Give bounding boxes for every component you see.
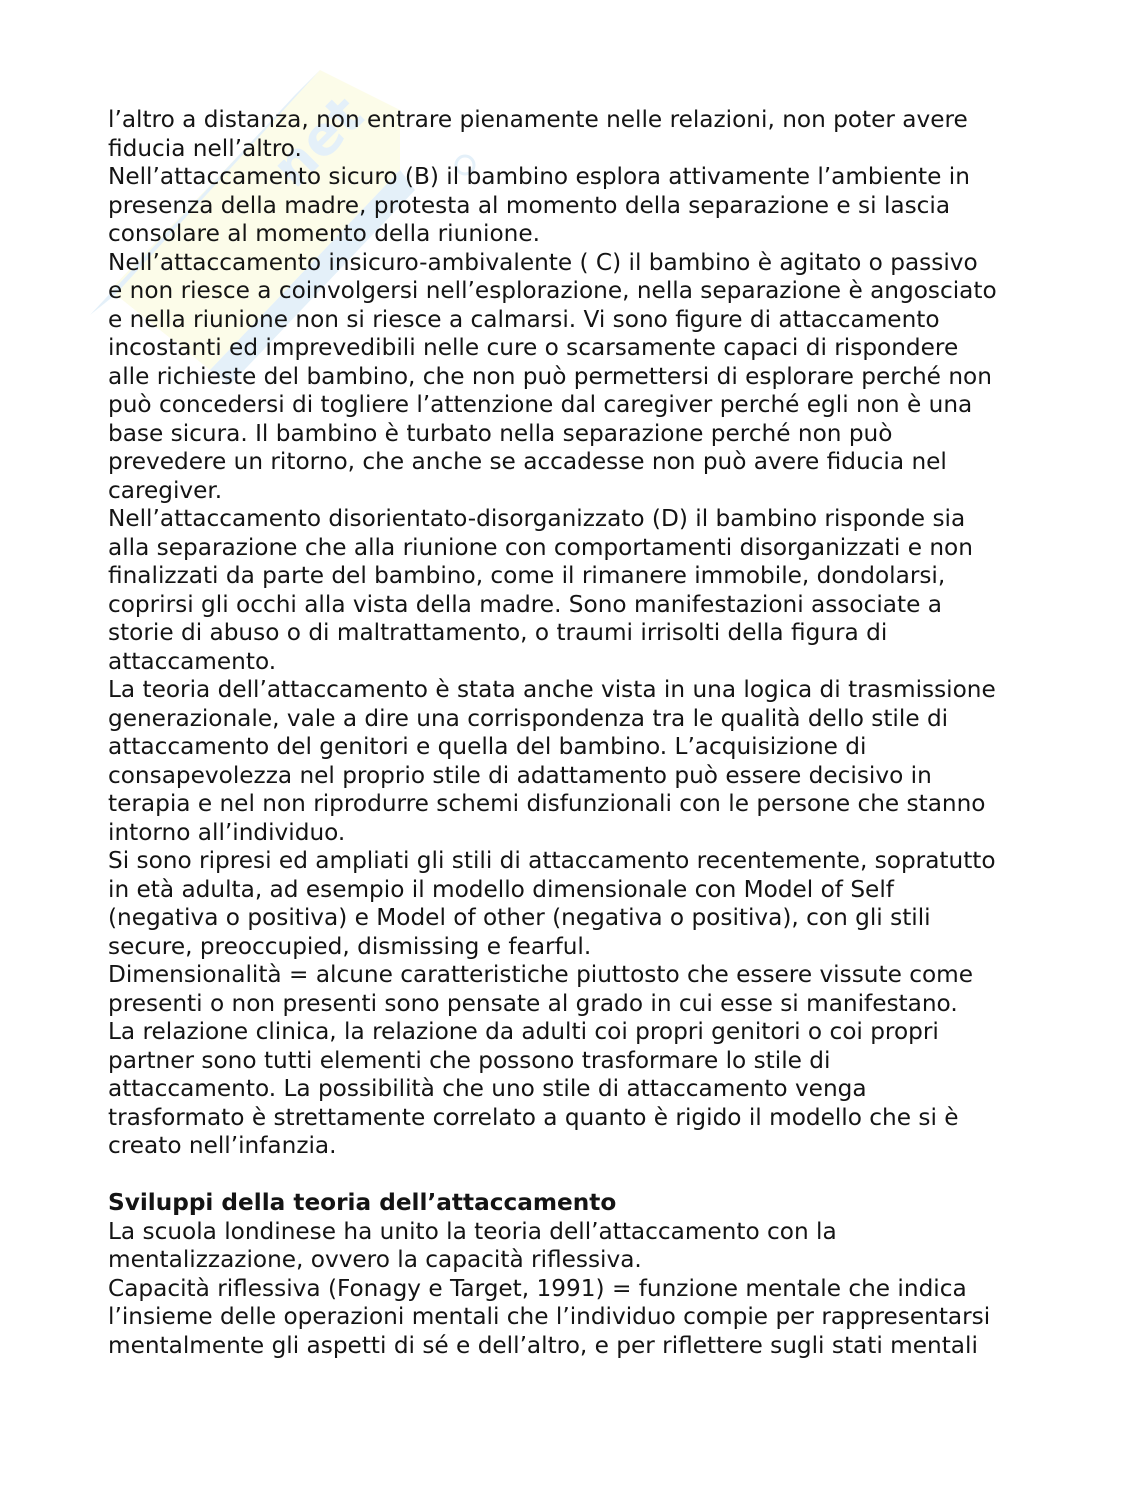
watermark-logo-text: net — [259, 83, 376, 200]
paragraph: Dimensionalità = alcune caratteristiche piuttosto che essere vissute come presenti o non presenti sono pensate al grado in cui esse si manifestano. — [108, 961, 973, 1017]
paragraph: La teoria dell’attaccamento è stata anche vista in una logica di trasmissione generazionale, vale a dire una corrispondenza tra le qualità dello stile di attaccamento del genitori e quella del bambino. L’acquisizione di consapevolezza nel proprio stile di adattamento può essere decisivo in terapia e nel non riprodurre schemi disfunzionali con le persone che stanno intorno all’individuo. — [108, 676, 996, 846]
paragraph: Capacità riflessiva (Fonagy e Target, 1991) = funzione mentale che indica l’insieme delle operazioni mentali che l’individuo compie per rappresentarsi mentalmente gli aspetti di sé e dell’altro, e per riflettere sugli stati mentali — [108, 1274, 991, 1359]
paragraph: l’altro a distanza, non entrare pienamente nelle relazioni, non poter avere fiducia nell’altro. — [108, 106, 968, 162]
section-heading: Sviluppi della teoria dell’attaccamento — [108, 1189, 617, 1216]
paragraph: Nell’attaccamento sicuro (B) il bambino esplora attivamente l’ambiente in presenza della madre, protesta al momento della separazione e si lascia consolare al momento della riunione. — [108, 163, 970, 247]
paragraph: Nell’attaccamento disorientato-disorganizzato (D) il bambino risponde sia alla separazione che alla riunione con comportamenti disorganizzati e non finalizzati da parte del bambino, come il rimanere immobile, dondolarsi, coprirsi gli occhi alla vista della madre. Sono manifestazioni associate a storie di abuso o di maltrattamento, o traumi irrisolti della figura di attaccamento. — [108, 505, 973, 675]
paragraph: Si sono ripresi ed ampliati gli stili di attaccamento recentemente, sopratutto in età adulta, ad esempio il modello dimensionale con Model of Self (negativa o positiva) e Model of other (negativa o positiva), con gli stili secure, preoccupied, dismissing e fearful. — [108, 847, 996, 960]
paragraph: La relazione clinica, la relazione da adulti coi propri genitori o coi propri partner sono tutti elementi che possono trasformare lo stile di attaccamento. La possibilità che uno stile di attaccamento venga trasformato è strettamente correlato a quanto è rigido il modello che si è creato nell’infanzia. — [108, 1018, 959, 1159]
paragraph: Nell’attaccamento insicuro-ambivalente ( C) il bambino è agitato o passivo e non riesce a coinvolgersi nell’esplorazione, nella separazione è angosciato e nella riunione non si riesce a calmarsi. Vi sono figure di attaccamento incostanti ed imprevedibili nelle cure o scarsamente capaci di rispondere alle richieste del bambino, che non può permettersi di esplorare perché non può concedersi di togliere l’attenzione dal caregiver perché egli non è una base sicura. Il bambino è turbato nella separazione perché non può prevedere un ritorno, che anche se accadesse non può avere fiducia nel caregiver. — [108, 248, 997, 504]
blank-line — [108, 1161, 1068, 1190]
document-page — [108, 106, 1068, 1360]
paragraph: La scuola londinese ha unito la teoria dell’attaccamento con la mentalizzazione, ovvero la capacità riflessiva. — [108, 1217, 837, 1273]
